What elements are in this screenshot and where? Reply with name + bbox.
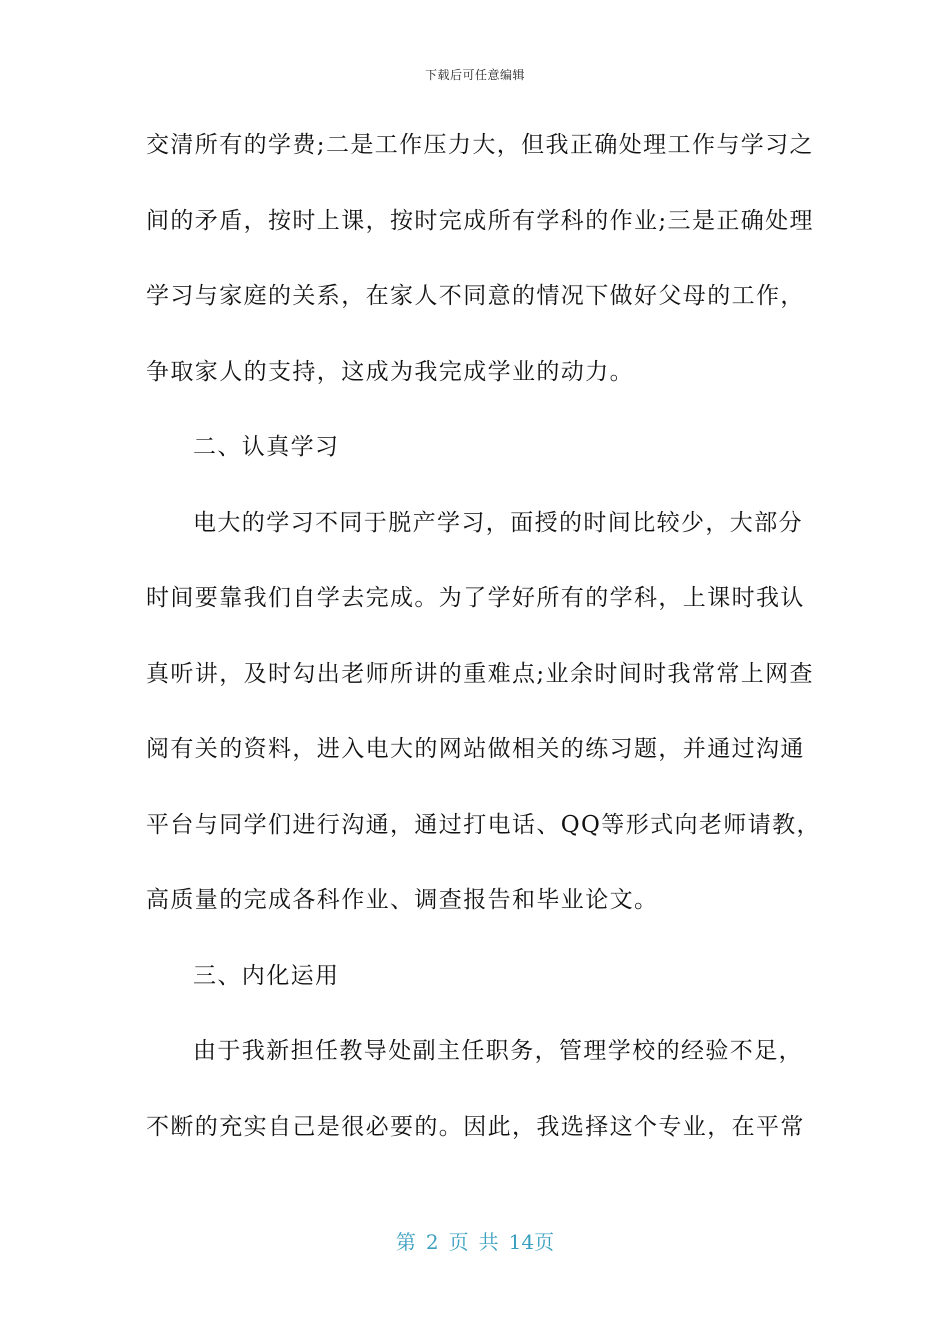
paragraph-line: 间的矛盾，按时上课，按时完成所有学科的作业;三是正确处理 bbox=[146, 207, 814, 234]
paragraph-line: 时间要靠我们自学去完成。为了学好所有的学科，上课时我认 bbox=[146, 585, 805, 611]
paragraph-line: 阅有关的资料，进入电大的网站做相关的练习题，并通过沟通 bbox=[146, 736, 805, 762]
footer-ye: 页 bbox=[448, 1230, 469, 1254]
footer-total: 14页 bbox=[508, 1230, 555, 1254]
footer-di: 第 bbox=[395, 1230, 416, 1254]
header-note: 下载后可任意编辑 bbox=[424, 68, 525, 82]
section-heading: 二、认真学习 bbox=[193, 434, 340, 460]
section-heading: 三、内化运用 bbox=[193, 962, 340, 989]
footer-gong: 共 bbox=[478, 1230, 499, 1254]
paragraph-line: 争取家人的支持，这成为我完成学业的动力。 bbox=[146, 358, 634, 385]
paragraph-line: 平台与同学们进行沟通，通过打电话、QQ等形式向老师请教， bbox=[146, 811, 821, 838]
paragraph-line: 学习与家庭的关系，在家人不同意的情况下做好父母的工作， bbox=[146, 283, 805, 309]
page-number-footer bbox=[0, 1226, 950, 1255]
paragraph-line: 不断的充实自己是很必要的。因此，我选择这个专业，在平常 bbox=[146, 1113, 805, 1140]
body-text bbox=[146, 122, 821, 1179]
paragraph-line: 高质量的完成各科作业、调查报告和毕业论文。 bbox=[146, 887, 659, 913]
paragraph-line: 电大的学习不同于脱产学习，面授的时间比较少，大部分 bbox=[193, 509, 803, 536]
footer-page-num: 2 bbox=[425, 1230, 439, 1254]
paragraph-line: 真听讲，及时勾出老师所讲的重难点;业余时间时我常常上网查 bbox=[146, 660, 814, 687]
paragraph-line: 由于我新担任教导处副主任职务，管理学校的经验不足， bbox=[193, 1038, 803, 1064]
paragraph-line: 交清所有的学费;二是工作压力大，但我正确处理工作与学习之 bbox=[146, 132, 814, 158]
